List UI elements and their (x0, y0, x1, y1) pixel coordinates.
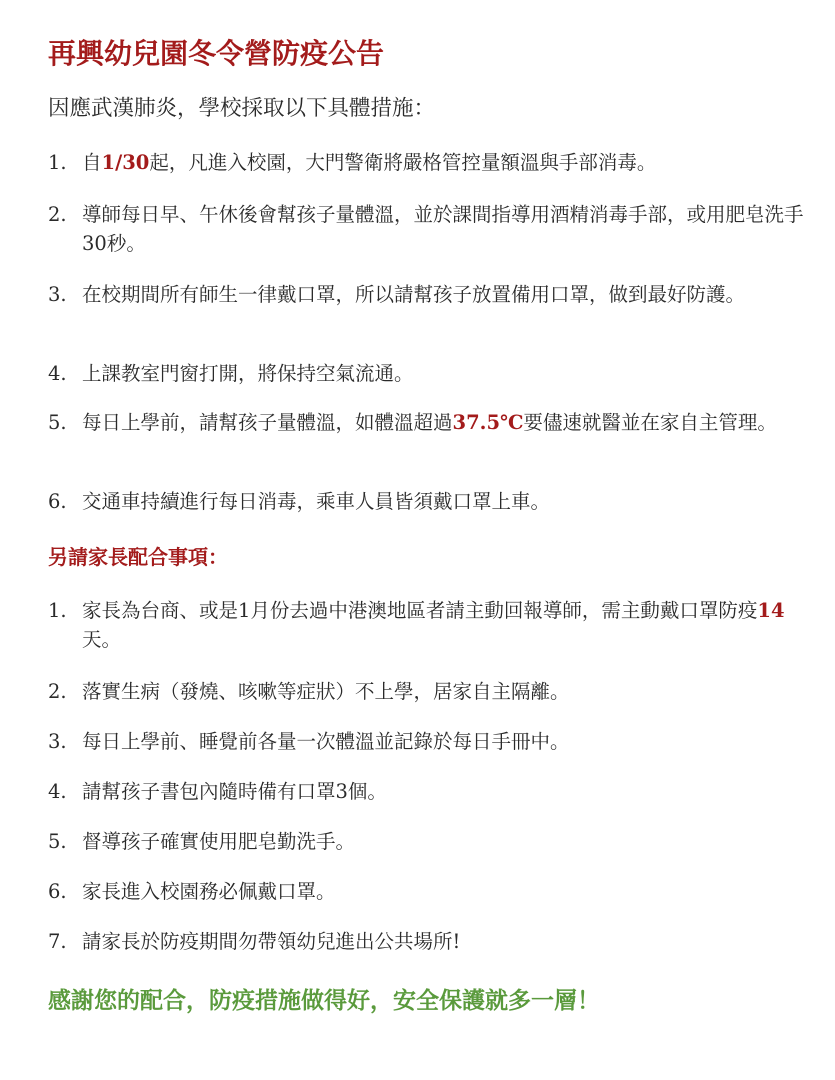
list-item-text: 督導孩子確實使用肥皂勤洗手。 (82, 830, 356, 853)
measure-item-6 (48, 487, 808, 516)
list-number: 1. (48, 151, 67, 174)
list-item-text: 請幫孩子書包內隨時備有口罩3個。 (82, 780, 387, 803)
parents-heading: 另請家長配合事項： (48, 545, 228, 569)
list-item-text: 落實生病（發燒、咳嗽等症狀）不上學，居家自主隔離。 (82, 680, 570, 703)
list-item-text: 交通車持續進行每日消毒，乘車人員皆須戴口罩上車。 (82, 490, 551, 513)
list-item-text: 每日上學前、睡覺前各量一次體溫並記錄於每日手冊中。 (82, 730, 570, 753)
list-number: 3. (48, 730, 67, 753)
list-number: 6. (48, 490, 67, 513)
list-item-text: 請家長於防疫期間勿帶領幼兒進出公共場所! (82, 930, 461, 953)
list-number: 6. (48, 880, 67, 903)
list-number: 4. (48, 780, 67, 803)
list-number: 2. (48, 680, 67, 703)
parents-item-3 (48, 727, 808, 756)
parents-item-2 (48, 677, 808, 706)
page-title: 再興幼兒園冬令營防疫公告 (48, 37, 385, 70)
list-number: 2. (48, 203, 67, 226)
list-item-text: 在校期間所有師生一律戴口罩，所以請幫孩子放置備用口罩，做到最好防護。 (82, 283, 746, 306)
measure-item-5 (48, 408, 808, 437)
highlight-temperature: 37.5℃ (452, 411, 524, 434)
parents-item-1 (48, 596, 808, 654)
intro-text: 因應武漢肺炎，學校採取以下具體措施： (48, 96, 436, 121)
highlight-date: 1/30 (101, 151, 150, 174)
list-number: 5. (48, 411, 67, 434)
parents-item-5 (48, 827, 808, 856)
parents-item-4 (48, 777, 808, 806)
list-number: 1. (48, 599, 67, 622)
measure-item-4 (48, 359, 808, 388)
closing-message: 感謝您的配合，防疫措施做得好，安全保護就多一層！ (48, 988, 600, 1014)
list-item-text: 家長進入校園務必佩戴口罩。 (82, 880, 336, 903)
list-item-text: 上課教室門窗打開，將保持空氣流通。 (82, 362, 414, 385)
list-number: 7. (48, 930, 67, 953)
list-item-text: 每日上學前，請幫孩子量體溫，如體溫超過37.5℃要儘速就醫並在家自主管理。 (82, 411, 777, 434)
highlight-days: 14 (757, 599, 785, 622)
list-number: 3. (48, 283, 67, 306)
measure-item-3 (48, 280, 808, 309)
list-item-text: 自1/30起，凡進入校園，大門警衛將嚴格管控量額溫與手部消毒。 (82, 151, 657, 174)
list-number: 4. (48, 362, 67, 385)
parents-item-6 (48, 877, 808, 906)
list-item-text: 導師每日早、午休後會幫孩子量體溫，並於課間指導用酒精消毒手部，或用肥皂洗手30秒。 (82, 203, 804, 255)
parents-item-7 (48, 927, 808, 956)
list-item-text: 家長為台商、或是1月份去過中港澳地區者請主動回報導師，需主動戴口罩防疫14天。 (82, 599, 785, 651)
list-number: 5. (48, 830, 67, 853)
measure-item-1 (48, 148, 808, 177)
measure-item-2 (48, 200, 808, 258)
